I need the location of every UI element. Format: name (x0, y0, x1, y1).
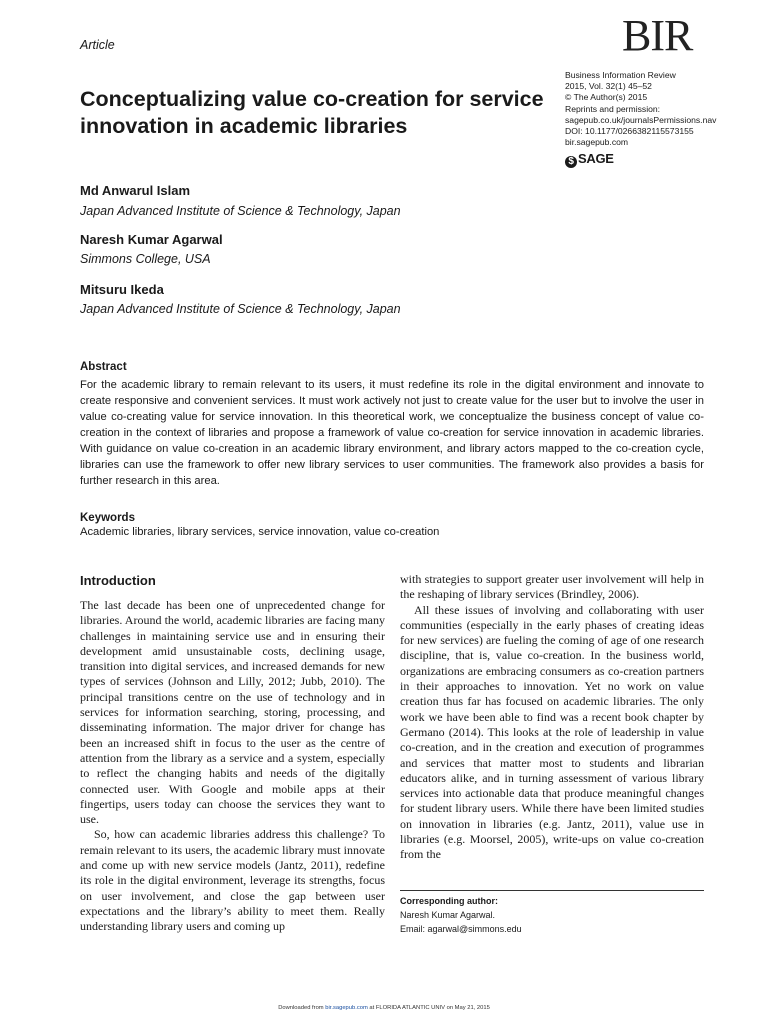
body-paragraph: The last decade has been one of unprecedented change for libraries. Around the world, academic libraries are facing many challenges in maintaining service use and in ensuring their development amid unsustainable costs, declining usage, transition into digital services, and increased demands for new types of services (Johnson and Lilly, 2012; Jubb, 2010). The principal transitions centre on the use of technology and in services for information searching, storing, processing, and disseminating information. The major driver for change has been an increased shift in focus to the user as the centre of attention from the library as a service and a system, especially to reflect the changing habits and needs of the digitally connected user. With Google and mobile apps at their fingertips, users today can choose the services they want to use. (80, 598, 385, 827)
footnote-divider (400, 890, 704, 891)
download-prefix: Downloaded from (278, 1005, 326, 1011)
journal-name: Business Information Review (565, 70, 676, 80)
article-type-label: Article (80, 38, 115, 52)
copyright-line: © The Author(s) 2015 (565, 92, 648, 103)
download-notice (0, 1005, 768, 1011)
corresponding-author-email[interactable]: Email: agarwal@simmons.edu (400, 924, 522, 934)
body-paragraph: All these issues of involving and collaborating with user communities (especially in the early phases of creating ideas for new services) are fueling the coming of age of one research discipline, that is, value co-creation. In the business world, organizations are embracing consumers as co-creation partners in their approaches to innovation. Yet no work on value creation thus far has focused on academic libraries. The only work we have been able to find was a recent book chapter by Germano (2014). This looks at the role of leadership in value co-creation, and in the creation and execution of programmes and services that matter most to students and librarian educators alike, and in turning assessment of various library services into actionable data that produce meaningful changes for student library users. While there have been limited studies on innovation in libraries (e.g. Jantz, 2011), value use in libraries (e.g. Moorsel, 2005), write-ups on value co-creation from the (400, 602, 704, 862)
journal-volume: 2015, Vol. 32(1) 45–52 (565, 81, 652, 92)
author-name: Md Anwarul Islam (80, 183, 191, 198)
doi-link[interactable]: DOI: 10.1177/0266382115573155 (565, 126, 694, 137)
body-column-right (400, 572, 704, 863)
journal-logo: BIR (622, 11, 693, 60)
journal-site-link[interactable]: bir.sagepub.com (565, 137, 629, 148)
author-name: Naresh Kumar Agarwal (80, 232, 223, 247)
body-column-left (80, 598, 385, 935)
author-name: Mitsuru Ikeda (80, 282, 164, 297)
author-affiliation: Japan Advanced Institute of Science & Technology, Japan (80, 302, 401, 316)
section-heading-introduction: Introduction (80, 573, 156, 588)
abstract-text: For the academic library to remain relevant to its users, it must redefine its role in the digital environment and innovate to create responsive and convenient services. It must work actively not just to create value for the user but to involve the user in value co-creating value for service innovation. In this theoretical work, we conceptualize the business concept of value co-creation in the context of libraries and propose a framework of value co-creation for service innovation in academic libraries. With guidance on value co-creation in an academic library environment, and library actors mapped to the co-creation cycle, libraries can use the framework to offer new library services to user communities. The framework also provides a basis for further research in this area. (80, 379, 704, 487)
corresponding-author-name: Naresh Kumar Agarwal. (400, 910, 496, 920)
sage-logo (565, 151, 614, 168)
keywords-text: Academic libraries, library services, service innovation, value co-creation (80, 526, 440, 538)
journal-info-block (565, 70, 755, 148)
sage-s-icon: $ (565, 156, 577, 168)
body-paragraph: with strategies to support greater user involvement will help in the reshaping of library services (Brindley, 2006). (400, 572, 704, 602)
author-affiliation: Japan Advanced Institute of Science & Technology, Japan (80, 204, 401, 218)
keywords-heading: Keywords (80, 512, 135, 524)
paper-title: Conceptualizing value co-creation for service innovation in academic libraries (80, 87, 544, 138)
corresponding-author-heading: Corresponding author: (400, 896, 498, 906)
download-link[interactable]: bir.sagepub.com (325, 1005, 368, 1011)
download-suffix: at FLORIDA ATLANTIC UNIV on May 21, 2015 (367, 1005, 490, 1011)
author-affiliation: Simmons College, USA (80, 252, 211, 266)
sage-logo-text: SAGE (578, 151, 614, 166)
body-paragraph: So, how can academic libraries address this challenge? To remain relevant to its users, the academic library must innovate and come up with new service models (Jantz, 2011), redefine its role in the digital environment, leverage its strengths, focus on user involvement, and close the gap between user expectations and the library’s ability to meet them. Really understanding library users and coming up (80, 827, 385, 934)
abstract-heading: Abstract (80, 361, 127, 373)
permissions-link[interactable]: sagepub.co.uk/journalsPermissions.nav (565, 114, 717, 125)
reprints-label: Reprints and permission: (565, 103, 661, 114)
